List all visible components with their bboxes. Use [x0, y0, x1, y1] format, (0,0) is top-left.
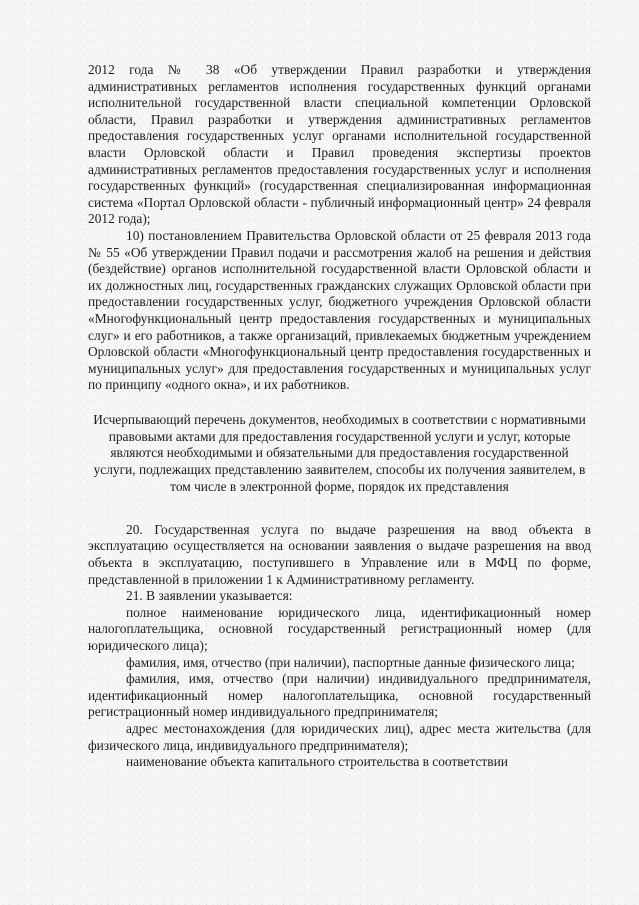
paragraph-item-21-object-name: наименование объекта капитального строительства в соответствии [126, 754, 508, 770]
paragraph-continuation: 2012 года № 38 «Об утверждении Правил разработки и утверждения административных регламентов исполнения государственных функций органами исполнительной государственной власти специальной компетенции Орловской области, Правил разработки и утверждения административных регламентов предоставления государственных услуг органами исполнительной государственной власти Орловской области и Правил проведения экспертизы проектов административных регламентов предоставления государственных услуг и исполнения государственных функций» (государственная специализированная информационная система «Портал Орловской области - публичный информационный центр» 24 февраля 2012 года); [88, 62, 591, 227]
section-spacer [88, 496, 591, 522]
paragraph-item-21: 21. В заявлении указывается: [126, 588, 293, 604]
section-heading: Исчерпывающий перечень документов, необходимых в соответствии с нормативными правовыми актами для предоставления государственной услуги и услуг, которые являются необходимыми и обязательными для предоставления государственной услуги, подлежащих представлению заявителем, способы их получения заявителем, в том числе в электронной форме, порядок их представления [93, 411, 586, 495]
paragraph-item-10: 10) постановлением Правительства Орловской области от 25 февраля 2013 года № 55 «Об утверждении Правил подачи и рассмотрения жалоб на решения и действия (бездействие) органов исполнительной государственной власти Орловской области и их должностных лиц, государственных гражданских служащих Орловской области при предоставлении государственных услуг, бюджетного учреждения Орловской области «Многофункциональный центр предоставления государственных и муниципальных слуг» и его работников, а также организаций, привлекаемых бюджетным учреждением Орловской области «Многофункциональный центр предоставления государственных и муниципальных услуг» для предоставления государственных и муниципальных услуг по принципу «одного окна», и их работников. [88, 227, 591, 393]
paragraph-item-21-legal-entity: полное наименование юридического лица, идентификационный номер налогоплательщика, основной государственный регистрационный номер (для юридического лица); [88, 604, 591, 654]
paragraph-item-21-individual: фамилия, имя, отчество (при наличии), паспортные данные физического лица; [126, 654, 575, 670]
paragraph-item-21-entrepreneur: фамилия, имя, отчество (при наличии) индивидуального предпринимателя, идентификационный номер налогоплательщика, основной государственный регистрационный номер индивидуального предпринимателя; [88, 671, 591, 720]
paragraph-item-20: 20. Государственная услуга по выдаче разрешения на ввод объекта в эксплуатацию осуществляется на основании заявления о выдаче разрешения на ввод объекта в эксплуатацию, поступившего в Управление или в МФЦ по форме, представленной в приложении 1 к Административному регламенту. [88, 521, 591, 587]
paragraph-item-21-address: адрес местонахождения (для юридических лиц), адрес места жительства (для физического лица, индивидуального предпринимателя); [88, 720, 591, 753]
